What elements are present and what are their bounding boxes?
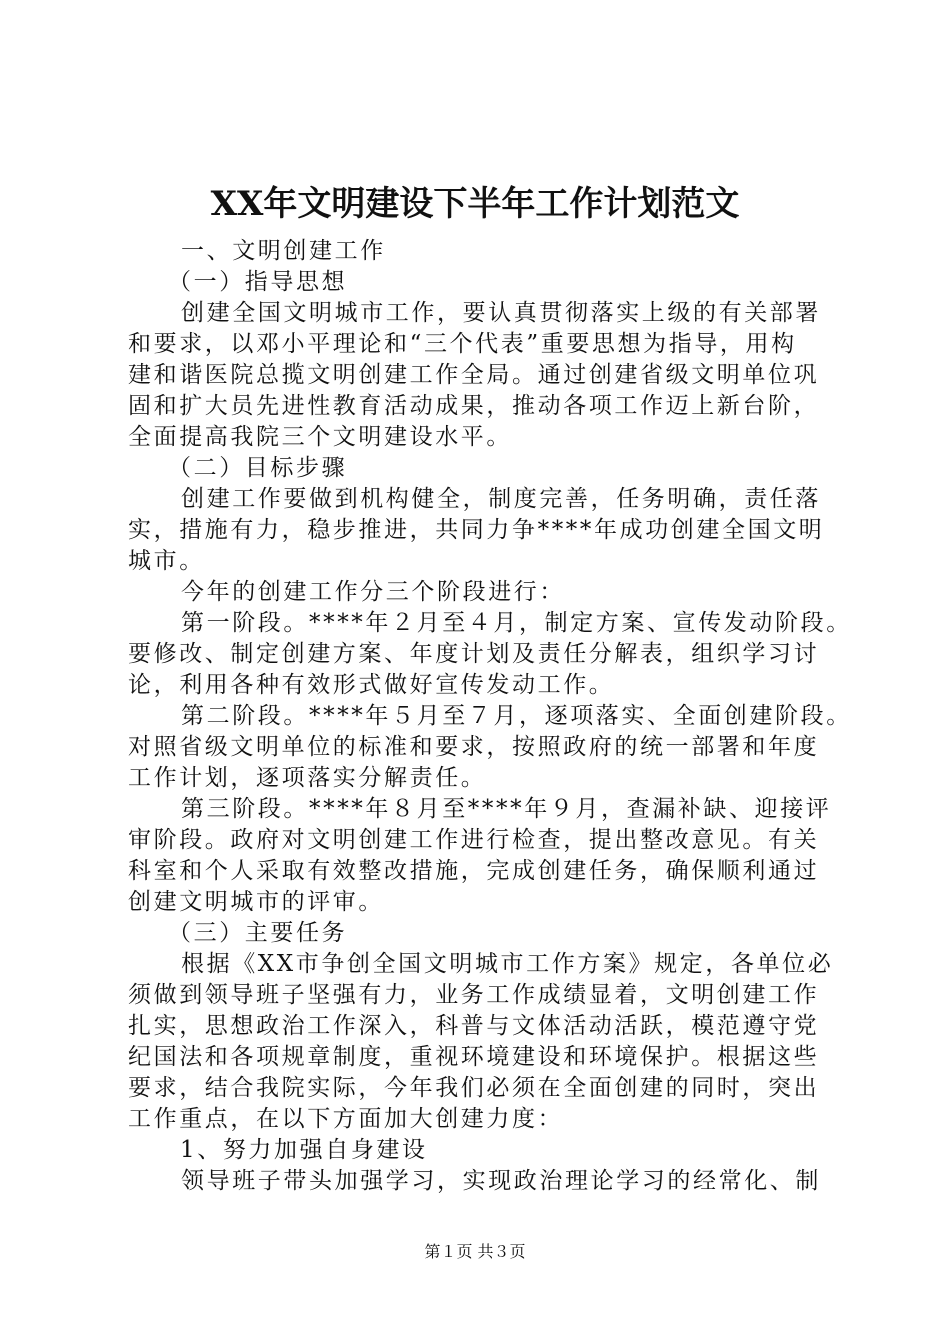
paragraph-line: 创建文明城市的评审。 [128,889,384,915]
paragraph-line: 扎实，思想政治工作深入，科普与文体活动活跃，模范遵守党 [128,1013,820,1039]
paragraph-line: 领导班子带头加强学习，实现政治理论学习的经常化、制 [181,1168,821,1194]
document-body [128,236,852,1197]
paragraph-line: 固和扩大员先进性教育活动成果，推动各项工作迈上新台阶， [128,393,820,419]
paragraph-line: 第三阶段。****年８月至****年９月，查漏补缺、迎接评 [181,796,832,822]
paragraph-line: 实，措施有力，稳步推进，共同力争****年成功创建全国文明 [128,517,825,543]
paragraph-line: 第二阶段。****年５月至７月，逐项落实、全面创建阶段。 [181,703,852,729]
paragraph-line: 科室和个人采取有效整改措施，完成创建任务，确保顺利通过 [128,858,820,884]
paragraph-line: 建和谐医院总揽文明创建工作全局。通过创建省级文明单位巩 [128,362,820,388]
paragraph-line: 对照省级文明单位的标准和要求，按照政府的统一部署和年度 [128,734,820,760]
document-title: XX年文明建设下半年工作计划范文 [210,184,740,224]
paragraph-line: 工作计划，逐项落实分解责任。 [128,765,487,791]
subsection-heading: （一）指导思想 [168,269,348,295]
paragraph-line: 须做到领导班子坚强有力，业务工作成绩显着，文明创建工作 [128,982,820,1008]
paragraph-line: 第一阶段。****年２月至４月，制定方案、宣传发动阶段。 [181,610,852,636]
page-number: 第１页 共３页 [424,1242,526,1261]
paragraph-line: 今年的创建工作分三个阶段进行： [181,579,565,605]
paragraph-line: 创建全国文明城市工作，要认真贯彻落实上级的有关部署 [181,300,821,326]
paragraph-line: 要修改、制定创建方案、年度计划及责任分解表，组织学习讨 [128,641,820,667]
paragraph-line: 工作重点，在以下方面加大创建力度： [128,1106,564,1132]
paragraph-line: 根据《XX市争创全国文明城市工作方案》规定，各单位必 [181,951,834,977]
paragraph-line: 审阶段。政府对文明创建工作进行检查，提出整改意见。有关 [128,827,820,853]
paragraph-line: 全面提高我院三个文明建设水平。 [128,424,512,450]
paragraph-line: 创建工作要做到机构健全，制度完善，任务明确，责任落 [181,486,821,512]
section-heading: 一、文明创建工作 [181,238,386,264]
paragraph-line: 要求，结合我院实际，今年我们必须在全面创建的同时，突出 [128,1075,820,1101]
paragraph-line: 和要求，以邓小平理论和“三个代表”重要思想为指导，用构 [128,331,797,357]
paragraph-line: 城市。 [128,548,205,574]
subsection-heading: （二）目标步骤 [168,455,348,481]
subsection-heading: （三）主要任务 [168,920,348,946]
item-heading: 1、努力加强自身建设 [180,1137,428,1163]
paragraph-line: 论，利用各种有效形式做好宣传发动工作。 [128,672,615,698]
paragraph-line: 纪国法和各项规章制度，重视环境建设和环境保护。根据这些 [128,1044,820,1070]
